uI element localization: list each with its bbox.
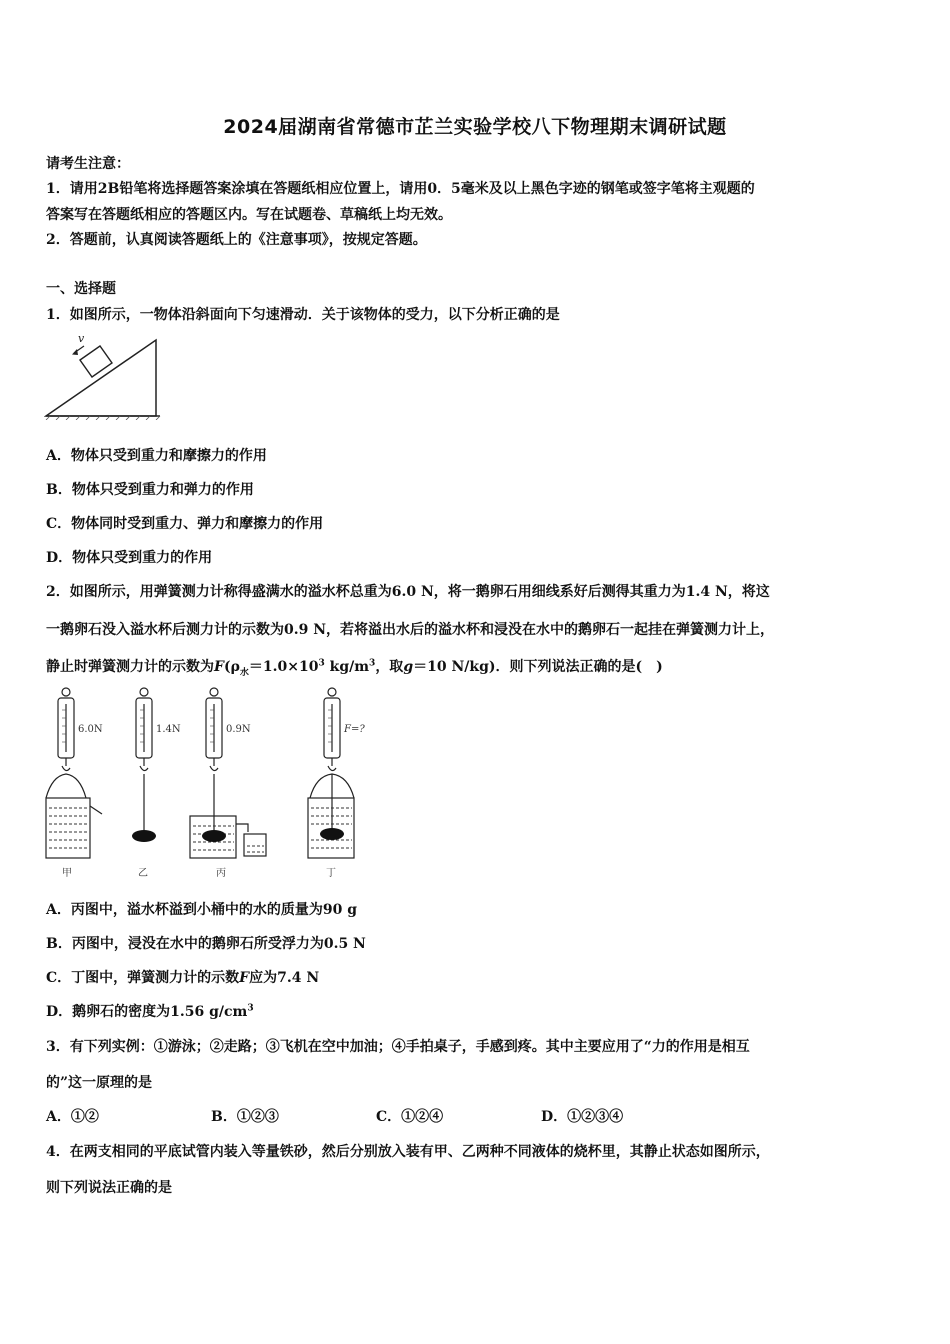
reading-jia: 6.0N bbox=[78, 724, 103, 735]
label-bing: 丙 bbox=[216, 868, 226, 879]
spring-scale-figure bbox=[40, 686, 380, 882]
q2-option-c-F: F bbox=[239, 970, 250, 986]
reading-yi: 1.4N bbox=[156, 724, 181, 735]
q1-option-d: D．物体只受到重力的作用 bbox=[46, 550, 213, 566]
q2-line3-a: 静止时弹簧测力计的示数为 bbox=[46, 659, 214, 675]
q2-option-a: A．丙图中，溢水杯溢到小桶中的水的质量为90 g bbox=[46, 902, 358, 918]
q2-option-c bbox=[46, 967, 319, 987]
q2-line-2: 一鹅卵石没入溢水杯后测力计的示数为0.9 N，若将溢出水后的溢水杯和浸没在水中的鹅卵石一起挂在弹簧测力计上， bbox=[46, 622, 775, 638]
q2-option-d bbox=[46, 1001, 254, 1021]
notice-line-1: 1．请用2B铅笔将选择题答案涂填在答题纸相应位置上，请用0．5毫米及以上黑色字迹的钢笔或签字笔将主观题的 bbox=[46, 181, 755, 197]
reading-ding: F=? bbox=[344, 724, 365, 735]
q4-line-1: 4．在两支相同的平底试管内装入等量铁砂，然后分别放入装有甲、乙两种不同液体的烧杯里，其静止状态如图所示， bbox=[46, 1144, 770, 1160]
q2-option-b: B．丙图中，浸没在水中的鹅卵石所受浮力为0.5 N bbox=[46, 936, 366, 952]
q2-option-c-b: 应为7.4 N bbox=[249, 970, 320, 986]
notice-line-3: 2．答题前，认真阅读答题纸上的《注意事项》，按规定答题。 bbox=[46, 232, 427, 248]
q1-option-c: C．物体同时受到重力、弹力和摩擦力的作用 bbox=[46, 516, 324, 532]
q2-line3-b: (ρ bbox=[223, 659, 240, 675]
q2-line-3 bbox=[46, 656, 663, 678]
q2-line3-c: ＝1.0×10 bbox=[248, 659, 319, 675]
reading-bing: 0.9N bbox=[226, 724, 251, 735]
q2-line3-d: kg/m bbox=[324, 659, 370, 675]
label-ding: 丁 bbox=[326, 868, 336, 879]
q2-line3-e: ，取 bbox=[375, 659, 404, 675]
q2-line-1: 2．如图所示，用弹簧测力计称得盛满水的溢水杯总重为6.0 N，将一鹅卵石用细线系好后测得其重力为1.4 N，将这 bbox=[46, 584, 770, 600]
section-heading: 一、选择题 bbox=[46, 281, 116, 297]
q2-option-d-a: D．鹅卵石的密度为1.56 g/cm bbox=[46, 1004, 248, 1020]
q2-exp-2: 3 bbox=[369, 658, 376, 669]
velocity-label: v bbox=[78, 332, 85, 345]
q1-option-a: A．物体只受到重力和摩擦力的作用 bbox=[46, 448, 267, 464]
label-yi: 乙 bbox=[138, 868, 148, 879]
q2-line3-f: ＝10 N/kg)．则下列说法正确的是( ) bbox=[413, 659, 663, 675]
incline-figure bbox=[44, 330, 164, 420]
q3-line-1: 3．有下列实例：①游泳；②走路；③飞机在空中加油；④手拍桌子，手感到疼。其中主要应用了“力的作用是相互 bbox=[46, 1039, 750, 1055]
q3-line-2: 的”这一原理的是 bbox=[46, 1075, 153, 1091]
q3-option-d: D．①②③④ bbox=[541, 1109, 624, 1125]
notice-heading: 请考生注意： bbox=[46, 156, 130, 172]
q1-stem: 1．如图所示，一物体沿斜面向下匀速滑动．关于该物体的受力，以下分析正确的是 bbox=[46, 307, 560, 323]
q2-option-d-exp: 3 bbox=[247, 1003, 254, 1014]
q2-water-sub: 水 bbox=[239, 667, 249, 678]
page-title: 2024届湖南省常德市芷兰实验学校八下物理期末调研试题 bbox=[223, 116, 727, 138]
q2-option-c-a: C．丁图中，弹簧测力计的示数 bbox=[46, 970, 240, 986]
q2-exp-1: 3 bbox=[318, 658, 325, 669]
q3-option-a: A．①② bbox=[46, 1109, 99, 1125]
q2-g-symbol: g bbox=[403, 659, 414, 675]
q1-option-b: B．物体只受到重力和弹力的作用 bbox=[46, 482, 254, 498]
q3-option-b: B．①②③ bbox=[211, 1109, 279, 1125]
label-jia: 甲 bbox=[62, 868, 72, 879]
q3-option-c: C．①②④ bbox=[376, 1109, 444, 1125]
q4-line-2: 则下列说法正确的是 bbox=[46, 1180, 172, 1196]
notice-line-2: 答案写在答题纸相应的答题区内。写在试题卷、草稿纸上均无效。 bbox=[46, 207, 452, 223]
q2-force-symbol: F bbox=[214, 659, 224, 675]
